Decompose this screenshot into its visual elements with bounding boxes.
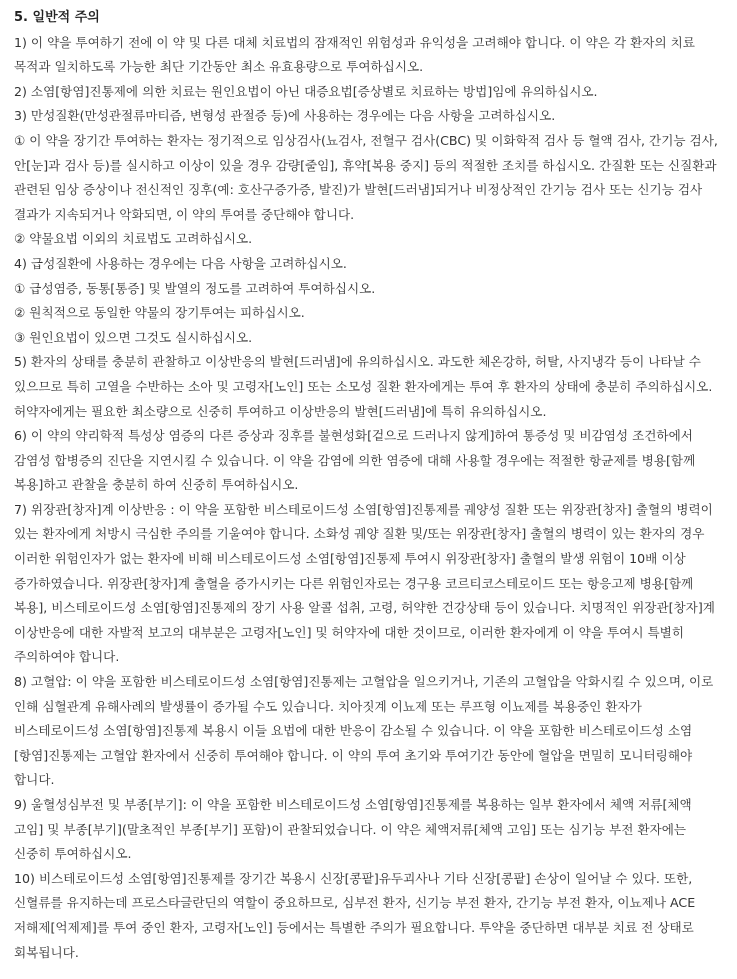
paragraph-4-item-1: ① 급성염증, 동통[통증] 및 발열의 정도를 고려하여 투여하십시오. [14,280,376,296]
paragraph-3-item-2: ② 약물요법 이외의 치료법도 고려하십시오. [14,231,253,247]
section-heading: 5. 일반적 주의 [14,10,100,25]
paragraph-4-item-3: ③ 원인요법이 있으면 그것도 실시하십시오. [14,329,253,345]
paragraph-3: 3) 만성질환(만성관절류마티즘, 변형성 관절증 등)에 사용하는 경우에는 다음 사항을 고려하십시오. [14,108,556,124]
paragraph-10: 10) 비스테로이드성 소염[항염]진통제를 장기간 복용시 신장[콩팥]유두괴사나 기타 신장[콩팥] 손상이 일어날 수 있다. 또한, 신혈류를 유지하는데 프로스타글란딘의 역할이 중요하므로, 심부전 환자, 신기능 부전 환자, 간기능 부전 환자, 이뇨제나 ACE 저해제[억제제]를 투여 중인 환자, 고령자[노인] 등에서는 특별한 주의가 필요합니다. 투약을 중단하면 대부분 치료 전 상태로 회복됩니다. [14,870,700,960]
paragraph-3-item-1: ① 이 약을 장기간 투여하는 환자는 정기적으로 임상검사(뇨검사, 전혈구 검사(CBC) 및 이화학적 검사 등 혈액 검사, 간기능 검사, 안[눈]과 검사 등)를 실시하고 이상이 있을 경우 감량[줄임], 휴약[복용 중지] 등의 적절한 조치를 하십시오. 간질환 또는 신질환과 관련된 임상 증상이나 전신적인 징후(예: 호산구증가증, 발진)가 발현[드러냄]되거나 비정상적인 간기능 검사 또는 신기능 검사 결과가 지속되거나 악화되면, 이 약의 투여를 중단해야 합니다. [14,132,722,222]
paragraph-4-item-2: ② 원칙적으로 동일한 약물의 장기투여는 피하십시오. [14,305,305,321]
paragraph-7: 7) 위장관[창자]계 이상반응 : 이 약을 포함한 비스테로이드성 소염[항염]진통제를 궤양성 질환 또는 위장관[창자] 출혈의 병력이 있는 환자에게 처방시 극심한 주의를 기울여야 합니다. 소화성 궤양 질환 및/또는 위장관[창자] 출혈의 병력이 있는 환자의 경우 이러한 위험인자가 없는 환자에 비해 비스테로이드성 소염[항염]진통제 투여시 위장관[창자] 출혈의 발생 위험이 10배 이상 증가하였습니다. 위장관[창자]계 출혈을 증가시키는 다른 위험인자로는 경구용 코르티코스테로이드 또는 항응고제 병용[함께 복용], 비스테로이드성 소염[항염]진통제의 장기 사용 알콜 섭취, 고령, 허약한 건강상태 등이 있습니다. 치명적인 위장관[창자]계 이상반응에 대한 자발적 보고의 대부분은 고령자[노인] 및 허약자에 대한 것이므로, 이러한 환자에게 이 약을 투여시 특별히 주의하여야 합니다. [14,501,719,665]
paragraph-8: 8) 고혈압: 이 약을 포함한 비스테로이드성 소염[항염]진통제는 고혈압을 일으키거나, 기존의 고혈압을 악화시킬 수 있으며, 이로 인해 심혈관계 유해사례의 발생률이 증가될 수도 있습니다. 치아짓계 이뇨제 또는 루프형 이뇨제를 복용중인 환자가 비스테로이드성 소염[항염]진통제 복용시 이들 요법에 대한 반응이 감소될 수 있습니다. 이 약을 포함한 비스테로이드성 소염[항염]진통제는 고혈압 환자에서 신중히 투여해야 합니다. 이 약의 투여 초기와 투여기간 동안에 혈압을 면밀히 모니터링해야 합니다. [14,674,718,788]
paragraph-5: 5) 환자의 상태를 충분히 관찰하고 이상반응의 발현[드러냄]에 유의하십시오. 과도한 체온강하, 허탈, 사지냉각 등이 나타날 수 있으므로 특히 고열을 수반하는 소아 및 고령자[노인] 또는 소모성 질환 환자에게는 투여 후 환자의 상태에 충분히 주의하십시오. 허약자에게는 필요한 최소량으로 신중히 투여하고 이상반응의 발현[드러냄]에 특히 유의하십시오. [14,354,717,419]
paragraph-6: 6) 이 약의 약리학적 특성상 염증의 다른 증상과 징후를 불현성화[겉으로 드러나지 않게]하여 통증성 및 비감염성 조건하에서 감염성 합병증의 진단을 지연시킬 수 있습니다. 이 약을 감염에 의한 염증에 대해 사용할 경우에는 적절한 항균제를 병용[함께 복용]하고 관찰을 충분히 하여 신중히 투여하십시오. [14,428,700,493]
paragraph-1: 1) 이 약을 투여하기 전에 이 약 및 다른 대체 치료법의 잠재적인 위험성과 유익성을 고려해야 합니다. 이 약은 각 환자의 치료 목적과 일치하도록 가능한 최단 기간동안 최소 유효용량으로 투여하십시오. [14,34,699,75]
paragraph-4: 4) 급성질환에 사용하는 경우에는 다음 사항을 고려하십시오. [14,255,347,271]
paragraph-2: 2) 소염[항염]진통제에 의한 치료는 원인요법이 아닌 대증요법[증상별로 치료하는 방법]임에 유의하십시오. [14,83,598,99]
paragraph-9: 9) 울혈성심부전 및 부종[부기]: 이 약을 포함한 비스테로이드성 소염[항염]진통제를 복용하는 일부 환자에서 체액 저류[체액 고임] 및 부종[부기](말초적인 부종[부기] 포함)이 관찰되었습니다. 이 약은 체액저류[체액 고임] 또는 심기능 부전 환자에는 신중히 투여하십시오. [14,797,696,862]
